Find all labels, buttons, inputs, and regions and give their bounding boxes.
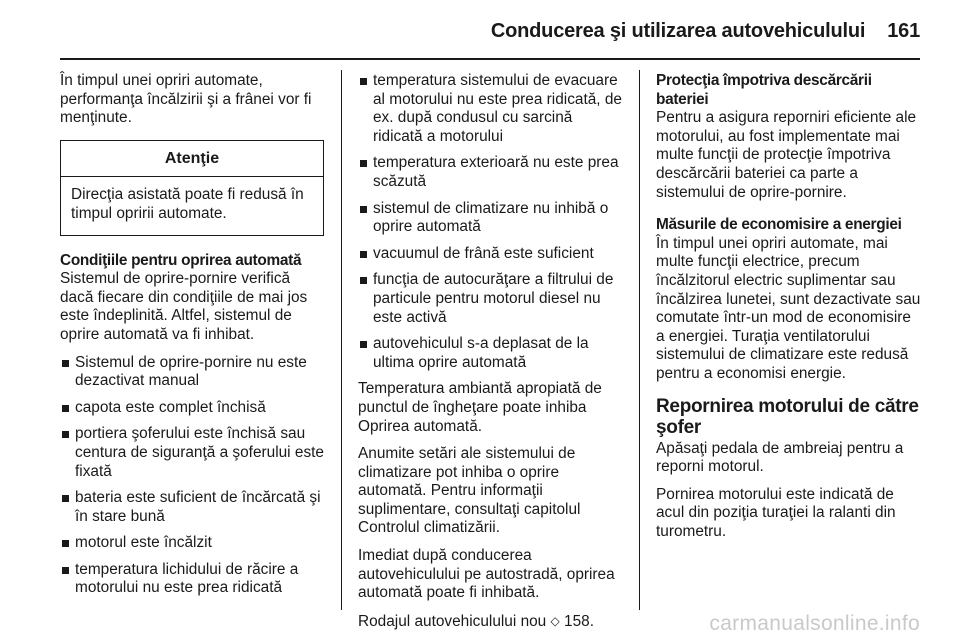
list-item: portiera şoferului este închisă sau centura de siguranţă a şoferului este fixată xyxy=(60,425,324,481)
warning-title: Atenţie xyxy=(61,141,323,178)
watermark: carmanualsonline.info xyxy=(709,612,920,635)
warning-text: Direcţia asistată poate fi redusă în timpul opririi automate. xyxy=(71,186,304,222)
list-item: sistemul de climatizare nu inhibă o oprire automată xyxy=(358,200,624,237)
column-3 xyxy=(656,72,922,550)
conditions-paragraph: Sistemul de oprire-pornire verifică dacă fiecare din condiţiile de mai jos este îndeplinită. Altfel, sistemul de oprire automată va fi inhibat. xyxy=(60,270,308,343)
protection-paragraph: Pentru a asigura reporniri eficiente ale motorului, au fost implementate mai multe funcţii de protecţie împotriva descărcării bateriei ca parte a sistemului de oprire-pornire. xyxy=(656,109,917,201)
conditions-heading: Condiţiile pentru oprirea automată xyxy=(60,251,302,269)
column-2 xyxy=(358,72,624,640)
list-item: funcţia de autocurăţare a filtrului de particule pentru motorul diesel nu este activă xyxy=(358,271,624,327)
list-item: Sistemul de oprire-pornire nu este dezactivat manual xyxy=(60,354,324,391)
page-reference-link[interactable]: 158. xyxy=(564,612,595,630)
list-item: capota este complet închisă xyxy=(60,399,324,418)
list-item: temperatura exterioară nu este prea scăzută xyxy=(358,154,624,191)
intro-paragraph: În timpul unei opriri automate, performanţa încălzirii şi a frânei vor fi menţinute. xyxy=(60,72,312,127)
conditions-list-continued xyxy=(358,72,624,372)
warning-box xyxy=(60,140,324,236)
energy-saving-paragraph: În timpul unei opriri automate, mai multe funcţii electrice, precum încălzitorul electric suplimentar sau încălzirea lunetei, sunt dezactivate sau comutate într-un mod de economisire a energiei. Turaţia ventilatorului sistemului de climatizare este redusă pentru a economisi energie. xyxy=(656,234,921,382)
page-number: 161 xyxy=(887,19,920,42)
climate-settings-paragraph: Anumite setări ale sistemului de climatizare pot inhiba o oprire automată. Pentru informaţii suplimentare, consultaţi capitolul Controlul climatizării. xyxy=(358,445,581,537)
page-reference-icon: ◇ xyxy=(550,613,560,628)
column-1 xyxy=(60,72,324,606)
restart-paragraph-1: Apăsaţi pedala de ambreiaj pentru a reporni motorul. xyxy=(656,439,904,476)
highway-paragraph: Imediat după conducerea autovehiculului pe autostradă, oprirea automată poate fi inhibată. xyxy=(358,547,615,602)
conditions-list xyxy=(60,354,324,599)
protection-heading: Protecţia împotriva descărcării bateriei xyxy=(656,72,872,108)
break-in-paragraph xyxy=(358,612,624,632)
break-in-text: Rodajul autovehiculului nou xyxy=(358,612,547,630)
list-item: temperatura sistemului de evacuare al motorului nu este prea ridicată, de ex. după condusul cu sarcină ridicată a motorului xyxy=(358,72,624,146)
restart-heading: Repornirea motorului de către şofer xyxy=(656,395,919,438)
page-title: Conducerea şi utilizarea autovehiculului xyxy=(490,19,866,42)
list-item: autovehiculul s-a deplasat de la ultima oprire automată xyxy=(358,335,624,372)
list-item: motorul este încălzit xyxy=(60,534,324,553)
ambient-temp-paragraph: Temperatura ambiantă apropiată de punctul de îngheţare poate inhiba Oprirea automată. xyxy=(358,380,602,435)
list-item: bateria este suficient de încărcată şi în stare bună xyxy=(60,489,324,526)
energy-saving-heading: Măsurile de economisire a energiei xyxy=(656,216,902,234)
column-divider-1 xyxy=(341,70,342,610)
header-rule xyxy=(60,58,920,60)
page-header xyxy=(60,14,920,48)
column-divider-2 xyxy=(639,70,640,610)
list-item: temperatura lichidului de răcire a motorului nu este prea ridicată xyxy=(60,561,324,598)
restart-paragraph-2: Pornirea motorului este indicată de acul din poziţia turaţiei la ralanti din turometru. xyxy=(656,485,896,540)
list-item: vacuumul de frână este suficient xyxy=(358,245,624,264)
